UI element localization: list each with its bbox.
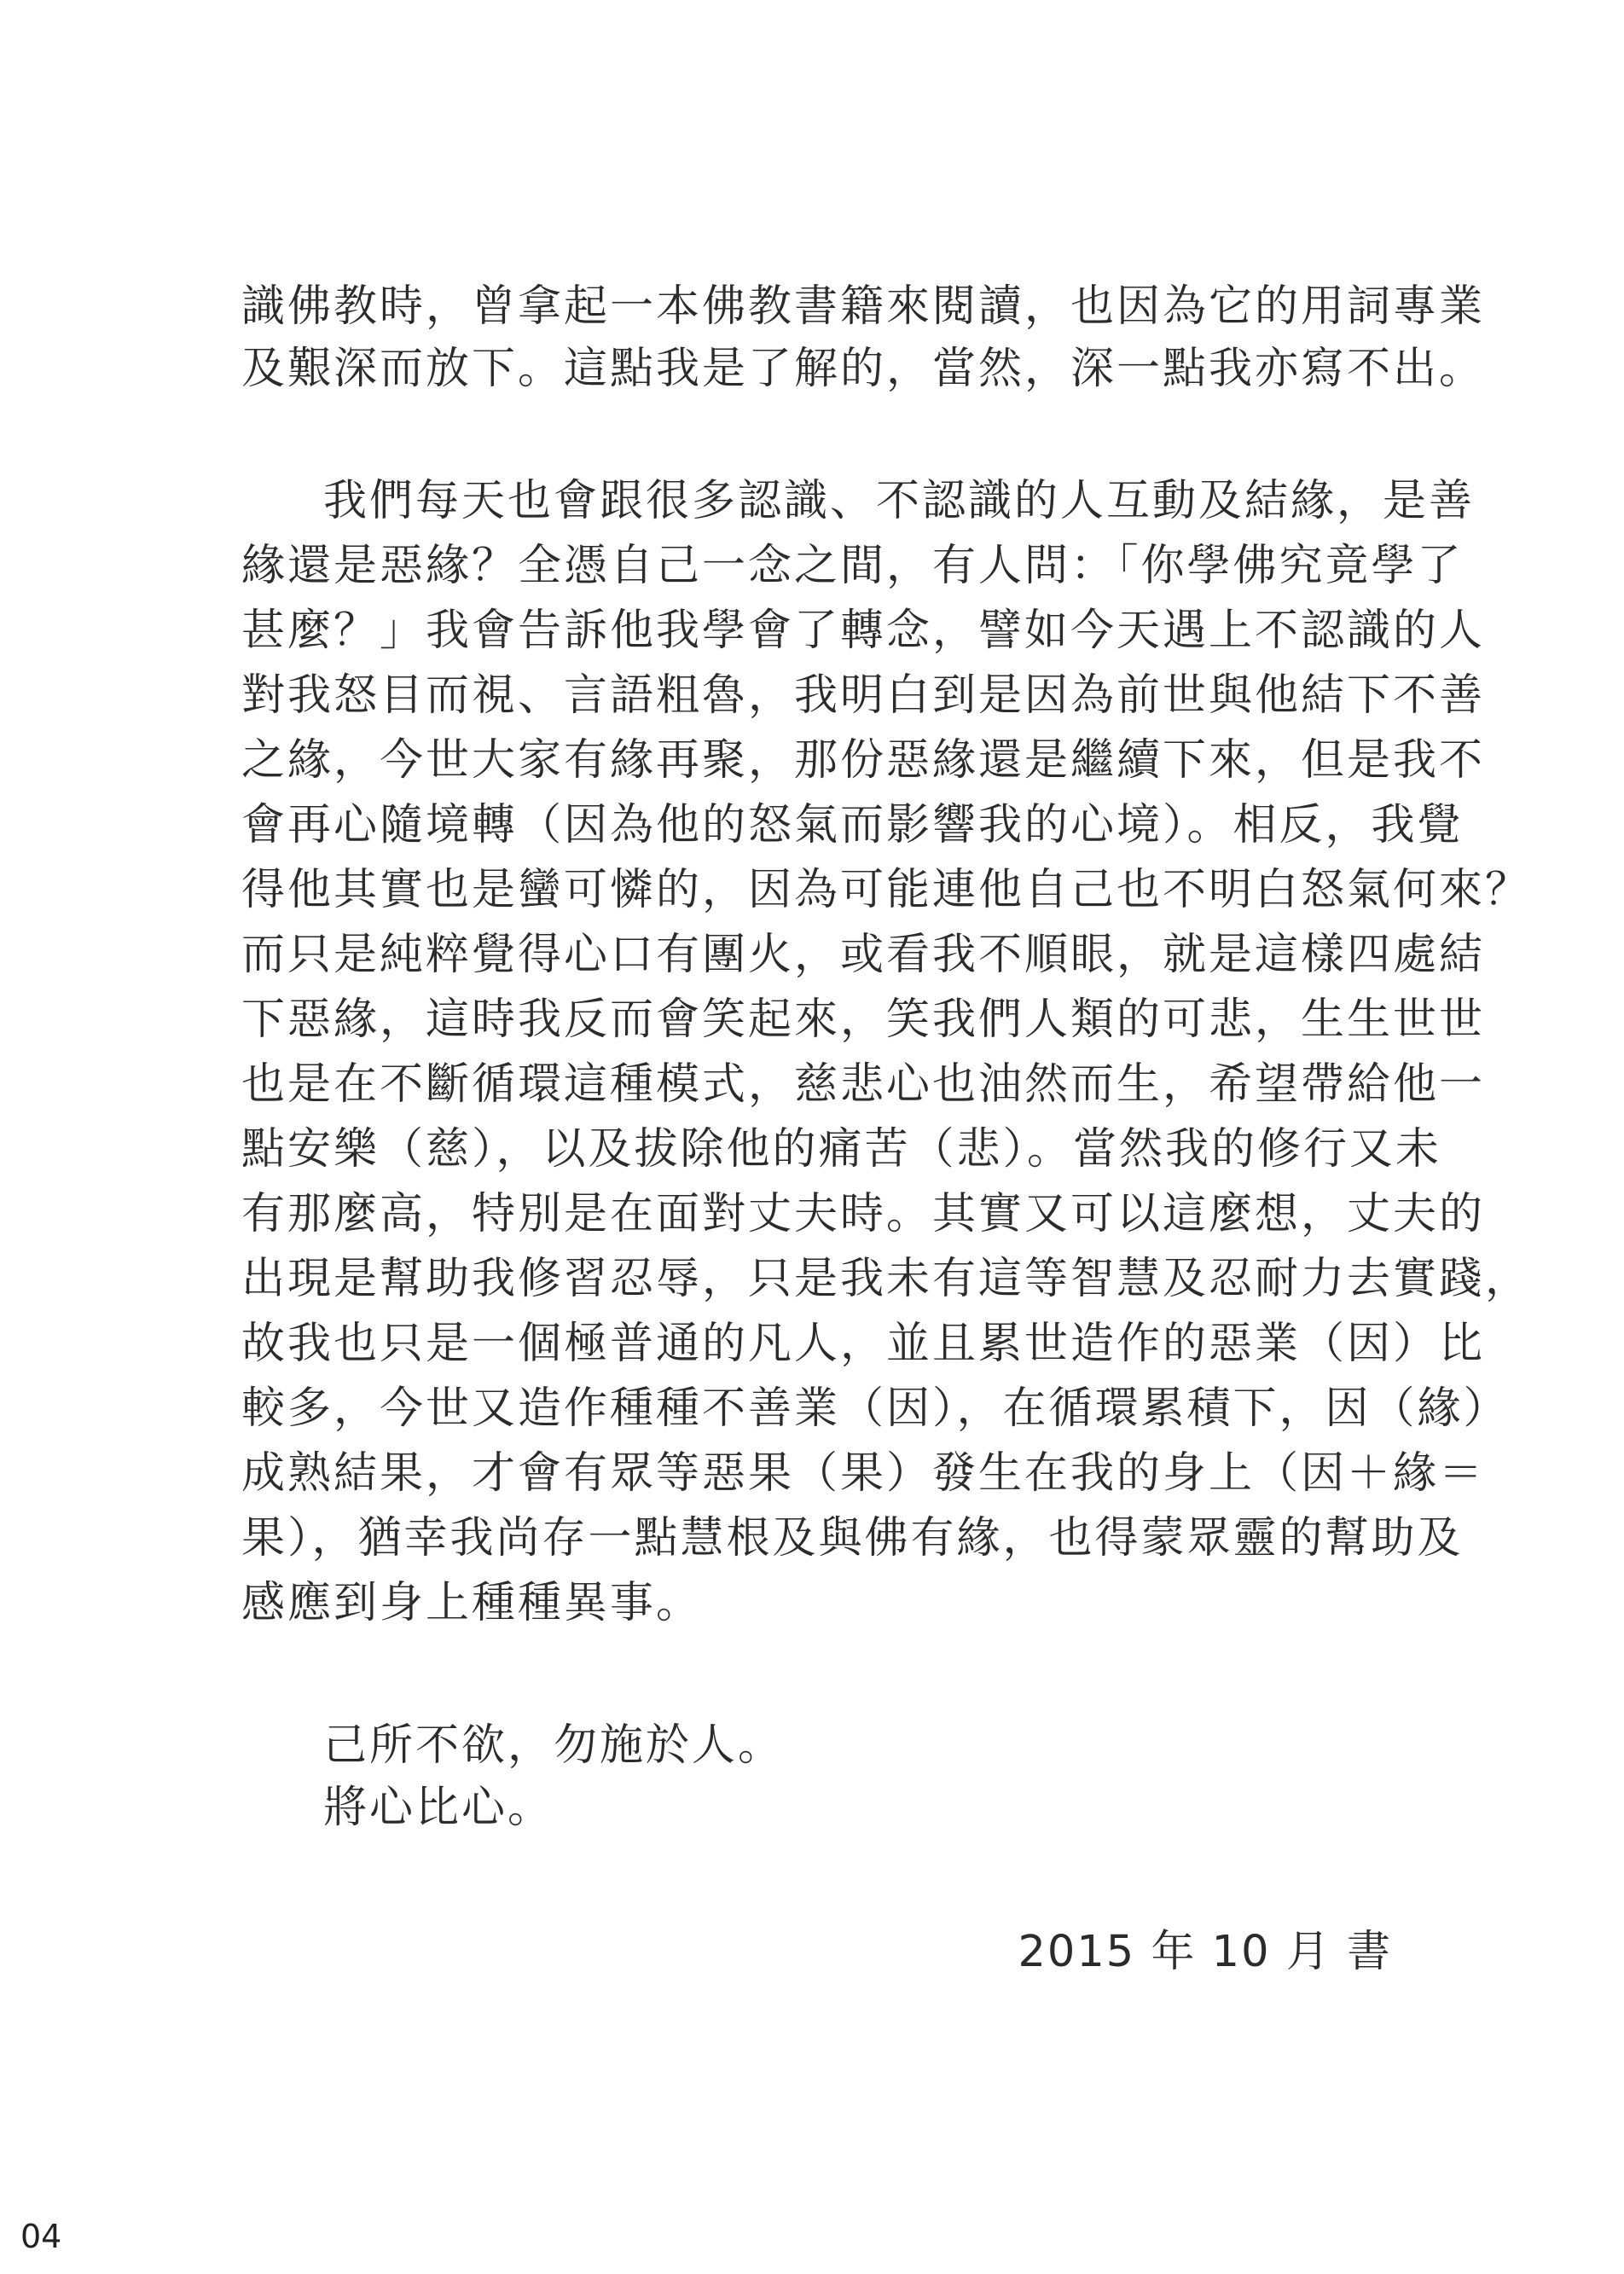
signature-date: 2015 年 10 月 書 [1018,1927,1392,1977]
paragraph-2-line-12: 有那麼高，特別是在面對丈夫時。其實又可以這麼想，丈夫的 [241,1189,1486,1239]
saying-2: 將心比心。 [323,1783,554,1833]
paragraph-1-line-2: 及艱深而放下。這點我是了解的，當然，深一點我亦寫不出。 [241,344,1486,394]
paragraph-2-line-16: 成熟結果，才會有眾等惡果（果）發生在我的身上（因＋緣＝ [241,1448,1486,1499]
paragraph-2-line-2: 緣還是惡緣？全憑自己一念之間，有人問：「你學佛究竟學了 [241,541,1464,591]
paragraph-2-line-8: 而只是純粹覺得心口有團火，或看我不順眼，就是這樣四處結 [241,930,1486,980]
paragraph-2-line-17: 果），猶幸我尚存一點慧根及與佛有緣，也得蒙眾靈的幫助及 [241,1513,1464,1563]
paragraph-2-line-15: 較多，今世又造作種種不善業（因），在循環累積下，因（緣） [241,1384,1510,1434]
paragraph-2-line-1: 我們每天也會跟很多認識、不認識的人互動及結緣，是善 [323,476,1476,526]
paragraph-2-line-10: 也是在不斷循環這種模式，慈悲心也油然而生，希望帶給他一 [241,1059,1486,1110]
paragraph-2-line-6: 會再心隨境轉（因為他的怒氣而影響我的心境）。相反，我覺 [241,800,1464,850]
paragraph-2-line-14: 故我也只是一個極普通的凡人，並且累世造作的惡業（因）比 [241,1319,1486,1369]
saying-1: 己所不欲，勿施於人。 [323,1720,785,1771]
paragraph-2-line-3: 甚麼？」我會告訴他我學會了轉念，譬如今天遇上不認識的人 [241,606,1486,656]
paragraph-2-line-11: 點安樂（慈），以及拔除他的痛苦（悲）。當然我的修行又未 [241,1124,1442,1175]
paragraph-2-line-13: 出現是幫助我修習忍辱，只是我未有這等智慧及忍耐力去實踐， [241,1254,1532,1304]
paragraph-2-line-18: 感應到身上種種異事。 [241,1578,703,1628]
paragraph-2-line-7: 得他其實也是蠻可憐的，因為可能連他自己也不明白怒氣何來？ [241,865,1532,915]
paragraph-2-line-4: 對我怒目而視、言語粗魯，我明白到是因為前世與他結下不善 [241,670,1486,721]
paragraph-2-line-9: 下惡緣，這時我反而會笑起來，笑我們人類的可悲，生生世世 [241,995,1486,1045]
paragraph-2-line-5: 之緣，今世大家有緣再聚，那份惡緣還是繼續下來，但是我不 [241,735,1486,786]
paragraph-1-line-1: 識佛教時，曾拿起一本佛教書籍來閱讀，也因為它的用詞專業 [241,281,1486,332]
page-number: 04 [20,2218,62,2255]
